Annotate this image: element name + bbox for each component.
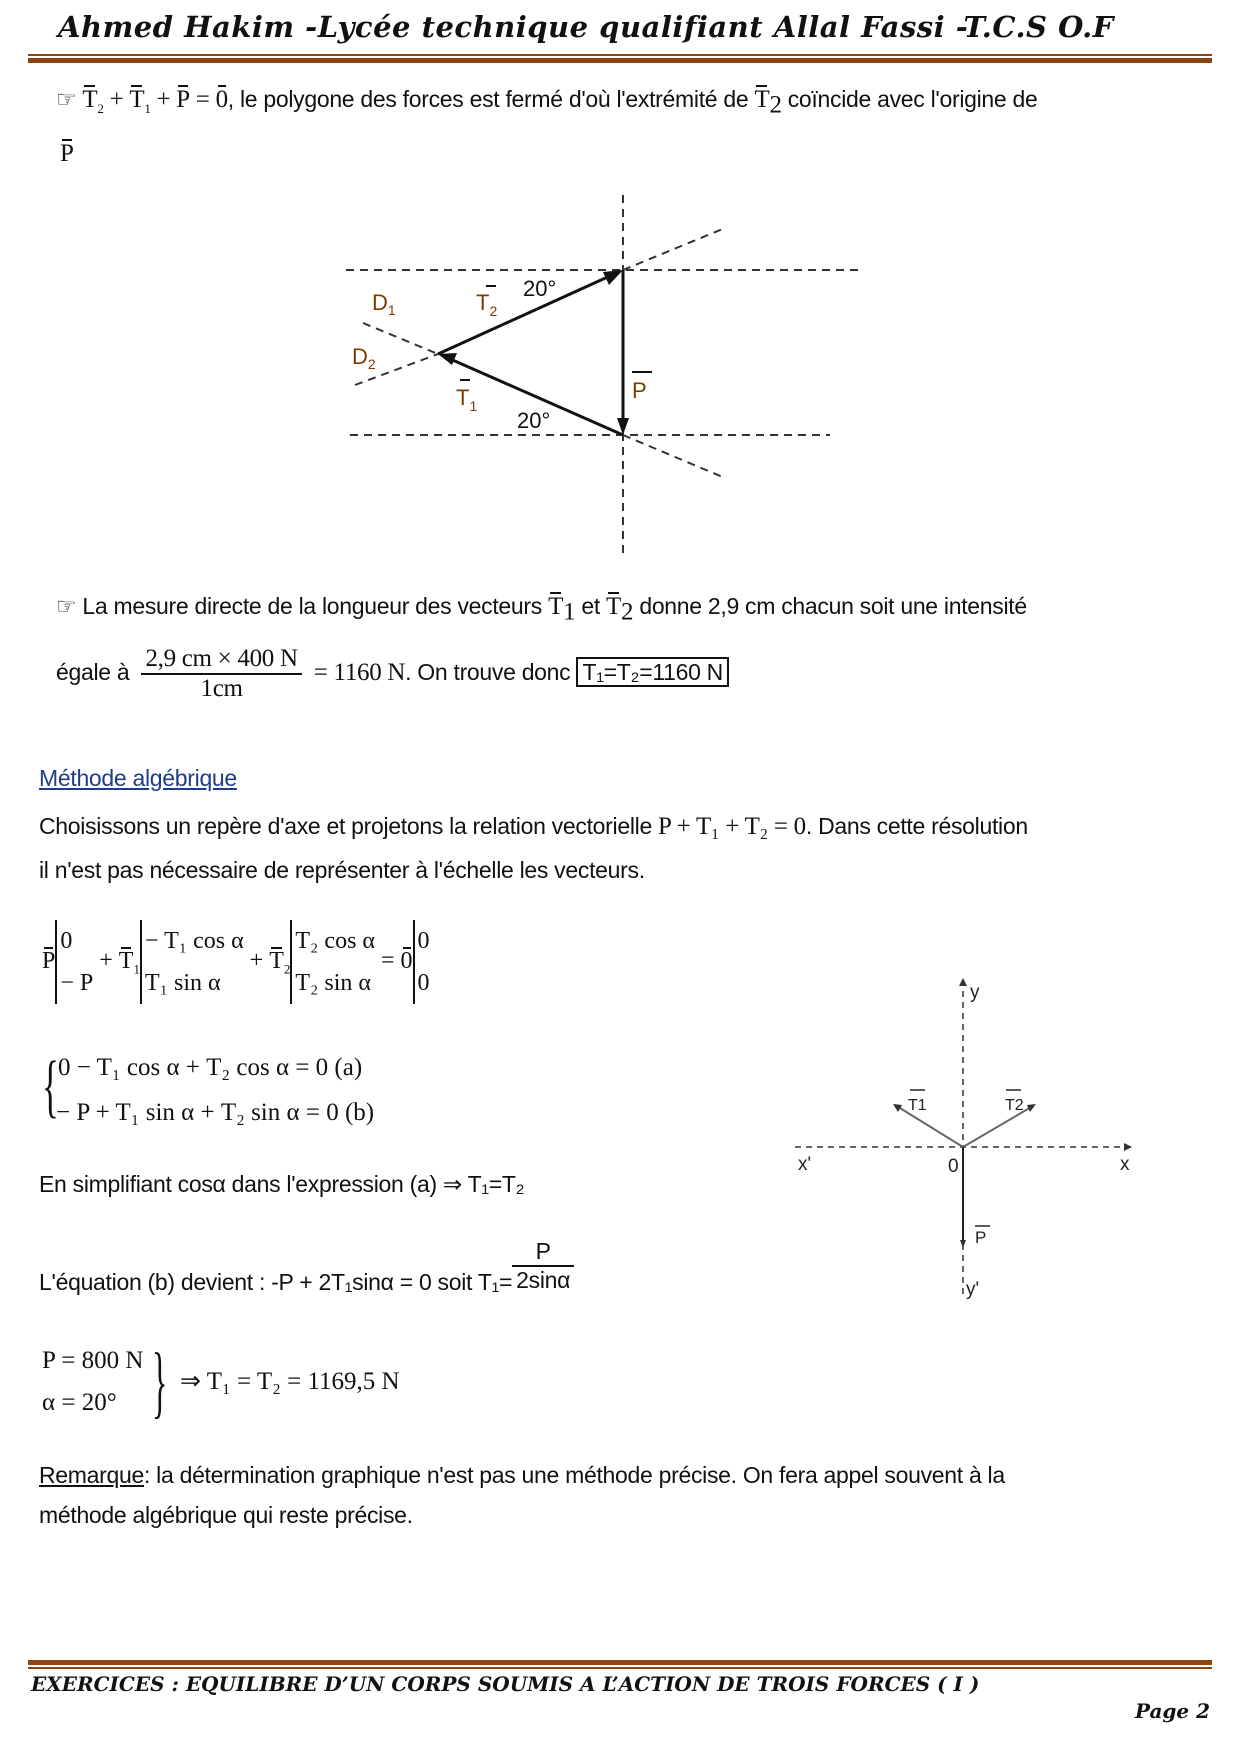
final-result: P = 800 N α = 20° } ⇒ T₁ = T₂ = 1169,5 N — [42, 1338, 400, 1426]
angle-top-label: 20° — [523, 276, 557, 301]
para-vector-sum: ☞ $T_2 + T_1 + P = 0$, le polygone des forces est fermé d'où l'extrémité de $T_2$ coïncide avec l'origine de — [56, 86, 1038, 119]
t2-label: T2 — [1005, 1097, 1024, 1114]
para-method-line1: Choisissons un repère d'axe et projetons la relation vectorielle P + T₁ + T₂ = 0. Dans cette résolution — [39, 813, 1028, 840]
t1-label: $T_1$ — [456, 385, 478, 414]
vector-equation: P0 − $P + T_1- T_1$ cos α T₁ $\sin \alpha + T_2T_2$ cos α T₂ sin α = 00 0 — [42, 920, 430, 1004]
x-label: x — [1120, 1154, 1130, 1175]
header-title: Ahmed Hakim -Lycée technique qualifiant Allal Fassi -T.C.S O.F — [58, 10, 1114, 44]
angle-bottom-label: 20° — [517, 408, 551, 433]
y-axis-arrow — [959, 978, 967, 986]
t1-vector — [895, 1105, 963, 1147]
para-intensity: égale à $\frac{2,9 cm \times 400 N}{1cm}$ = 1160 N. On trouve donc T₁=T₂=1160 N — [56, 645, 729, 703]
remark-line1: Remarque: la détermination graphique n'est pas une méthode précise. On fera appel souvent à la — [39, 1462, 1005, 1488]
x-prime-label: x' — [798, 1154, 812, 1175]
simplify-text: En simplifiant cosα dans l'expression (a) ⇒ T₁=T₂ — [39, 1171, 525, 1197]
force-polygon-diagram — [0, 0, 1240, 600]
footer-rule-thin — [28, 1667, 1212, 1669]
hand-pointer-icon: ☞ — [56, 86, 77, 112]
t2-arrowhead — [603, 270, 623, 285]
y-prime-label: y' — [966, 1279, 980, 1300]
d2-label: $D_2$ — [352, 344, 376, 372]
t1-arrowhead — [438, 353, 457, 365]
axes-diagram — [780, 960, 1160, 1310]
footer-rule — [28, 1660, 1212, 1665]
result-box: T₁=T₂=1160 N — [576, 657, 729, 687]
t2-label: $T_2$ — [476, 290, 498, 319]
x-axis-arrow — [1124, 1143, 1132, 1151]
remark-line2: méthode algébrique qui reste précise. — [39, 1502, 413, 1528]
d1-line — [363, 323, 438, 354]
equation-system: { 0 − T₁ cos α + T₂ cos α = 0 (a) − P + T₁ sin α + T₂ sin α = 0 (b) — [42, 1048, 375, 1126]
t1-label: T1 — [908, 1097, 927, 1114]
d1-line-ext — [623, 435, 725, 478]
y-label: y — [970, 982, 980, 1003]
vector-p-label: P — [60, 140, 74, 167]
p-label: P — [975, 1228, 987, 1247]
brace-icon: { — [42, 1048, 59, 1125]
equation-b-text: L'équation (b) devient : -P + 2T₁sinα = 0 soit T₁= $\frac{P}{2\sin\alpha}$ — [39, 1238, 574, 1296]
page-number: Page 2 — [1134, 1699, 1210, 1723]
footer-title: EXERCICES : EQUILIBRE D’UN CORPS SOUMIS A L’ACTION DE TROIS FORCES ( I ) — [31, 1672, 980, 1696]
hand-pointer-icon: ☞ — [56, 593, 77, 619]
d1-label: $D_1$ — [372, 290, 396, 318]
p-label: P — [632, 378, 647, 403]
para-method-line2: il n'est pas nécessaire de représenter à l'échelle les vecteurs. — [39, 857, 645, 883]
section-title: Méthode algébrique — [39, 765, 237, 791]
origin-label: 0 — [948, 1156, 959, 1177]
d2-line-ext — [623, 228, 725, 270]
para-measure: ☞ La mesure directe de la longueur des vecteurs $T_1$ et $T_2$ donne 2,9 cm chacun soit une intensité — [56, 593, 1027, 626]
